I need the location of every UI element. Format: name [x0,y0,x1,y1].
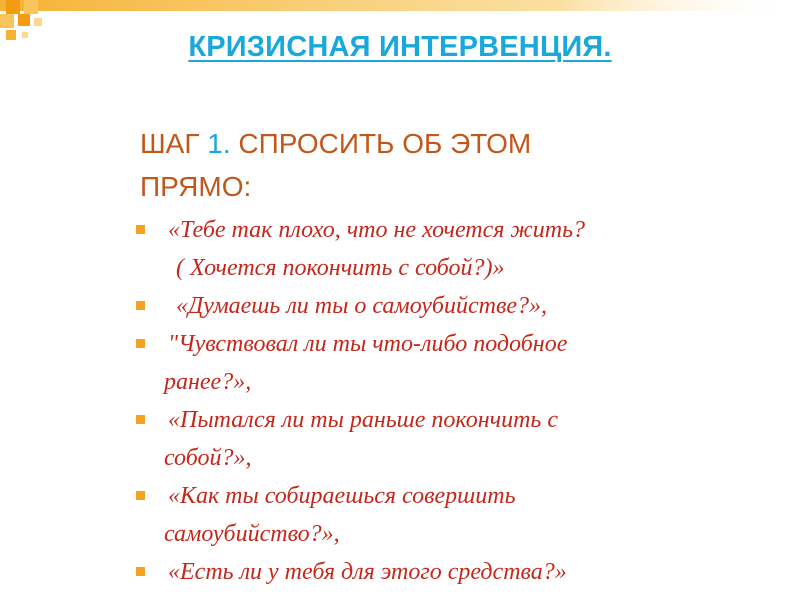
bullet-square-icon [136,491,145,500]
bullet-square-icon [136,339,145,348]
list-item-text: «Есть ли у тебя для этого средства?» [168,559,567,585]
list-item-continuation [136,515,756,553]
list-item [136,553,756,591]
list-item-text: «Думаешь ли ты о самоубийстве?», [176,293,548,319]
list-item [136,401,756,439]
list-item-continuation [136,363,756,401]
step-text: СПРОСИТЬ ОБ ЭТОМ [230,128,532,159]
bullet-square-icon [136,301,145,310]
list-item [136,477,756,515]
list-item [136,211,756,249]
bullet-square-icon [136,415,145,424]
step-heading-line-1 [140,122,660,165]
list-item-text: ( Хочется покончить с собой?)» [176,255,505,281]
step-heading [140,122,660,208]
list-item-text: «Как ты собираешься совершить [168,483,516,509]
list-item-continuation [136,439,756,477]
list-item-text: «Тебе так плохо, что не хочется жить? [168,217,585,243]
list-item-text: «Пытался ли ты раньше покончить с [168,407,558,433]
step-number: 1. [207,128,231,159]
list-item [136,287,756,325]
step-prefix: ШАГ [140,128,208,159]
list-item-text: ранее?», [164,369,252,395]
list-item [136,325,756,363]
list-item-continuation [136,249,756,287]
question-list [136,211,756,591]
bullet-square-icon [136,567,145,576]
list-item-text: самоубийство?», [164,521,340,547]
slide-title: КРИЗИСНАЯ ИНТЕРВЕНЦИЯ. [188,31,612,63]
step-heading-line-2: ПРЯМО: [140,171,252,202]
list-item-text: "Чувствовал ли ты что-либо подобное [168,331,568,357]
list-item-text: собой?», [164,445,252,471]
bullet-square-icon [136,225,145,234]
